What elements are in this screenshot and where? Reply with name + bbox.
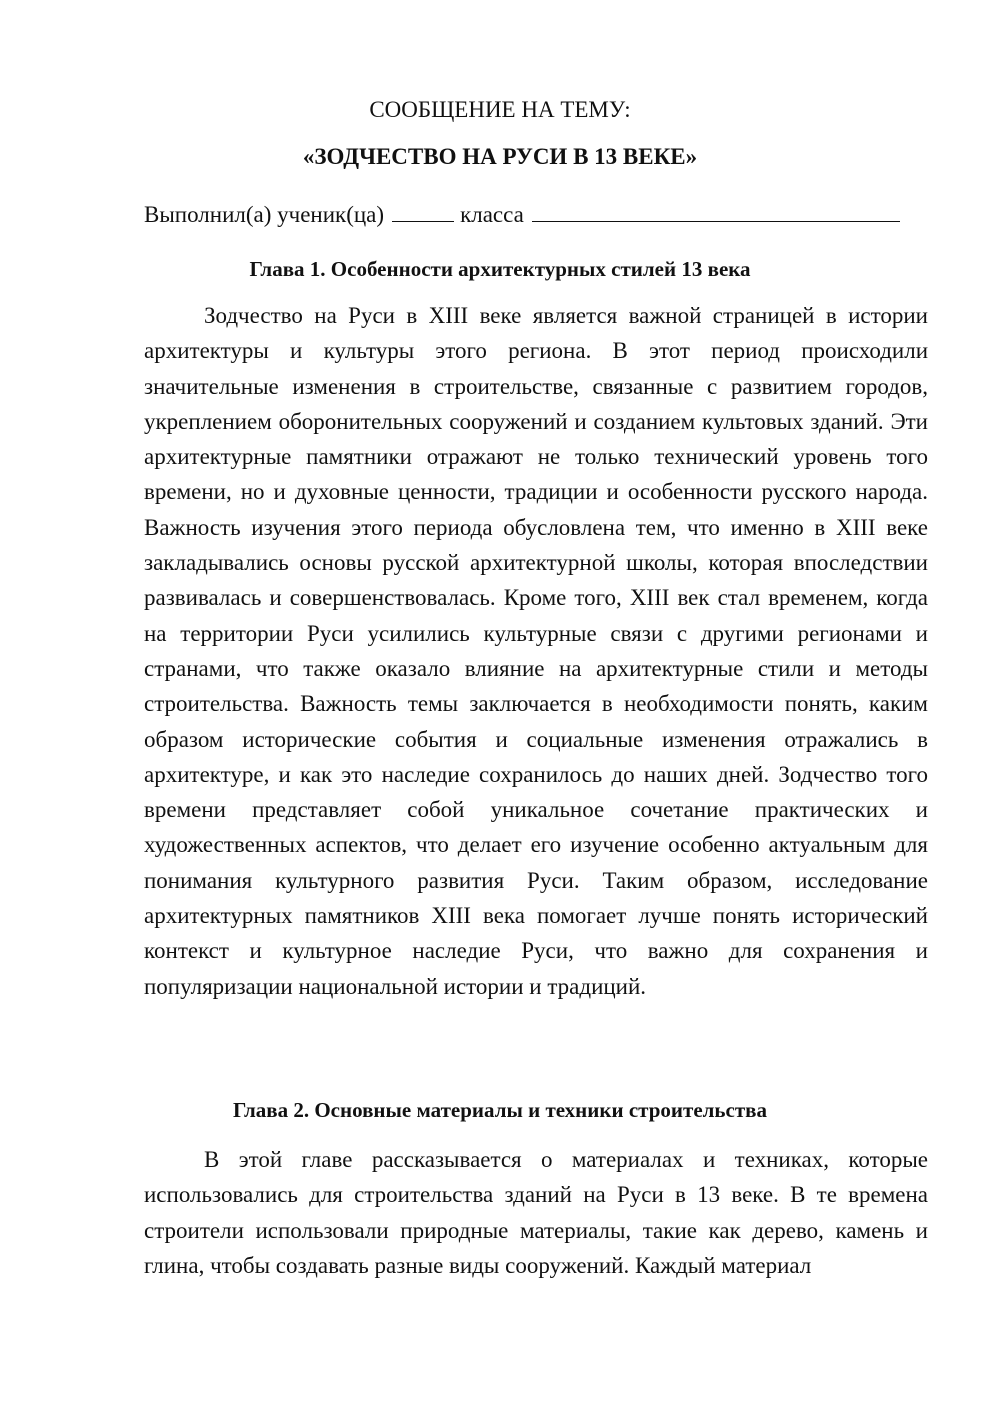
grade-blank-line [392,199,454,222]
chapter-2-heading: Глава 2. Основные материалы и техники строительства [232,1098,768,1122]
student-name-blank-line [532,199,900,222]
document-title-line-2: «ЗОДЧЕСТВО НА РУСИ В 13 ВЕКЕ» [302,144,698,169]
performed-by-label: Выполнил(а) ученик(ца) [144,202,385,227]
chapter-1-heading: Глава 1. Особенности архитектурных стилей 13 века [249,257,751,281]
document-title-line-1: СООБЩЕНИЕ НА ТЕМУ: [369,97,631,122]
chapter-1-paragraph: Зодчество на Руси в XIII веке является важной страницей в истории архитектуры и культуры этого региона. В этот период происходили значительные изменения в строительстве, связанные с развитием городов, укреплением оборонительных сооружений и созданием культовых зданий. Эти архитектурные памятники отражают не только технический уровень того времени, но и духовные ценности, традиции и особенности русского народа. Важность изучения этого периода обусловлена тем, что именно в XIII веке закладывались основы русской архитектурной школы, которая впоследствии развивалась и совершенствовалась. Кроме того, XIII век стал временем, когда на территории Руси усилились культурные связи с другими регионами и странами, что также оказало влияние на архитектурные стили и методы строительства. Важность темы заключается в необходимости понять, каким образом исторические события и социальные изменения отражались в архитектуре, и как это наследие сохранилось до наших дней. Зодчество того времени представляет собой уникальное сочетание практических и художественных аспектов, что делает его изучение особенно актуальным для понимания культурного развития Руси. Таким образом, исследование архитектурных памятников XIII века помогает лучше понять исторический контекст и культурное наследие Руси, что важно для сохранения и популяризации национальной истории и традиций. [144,303,928,999]
class-label: класса [460,202,524,227]
author-line [144,199,934,230]
chapter-2-paragraph: В этой главе рассказывается о материалах и техниках, которые использовались для строительства зданий на Руси в 13 веке. В те времена строители использовали природные материалы, такие как дерево, камень и глина, чтобы создавать разные виды сооружений. Каждый материал [144,1147,928,1278]
